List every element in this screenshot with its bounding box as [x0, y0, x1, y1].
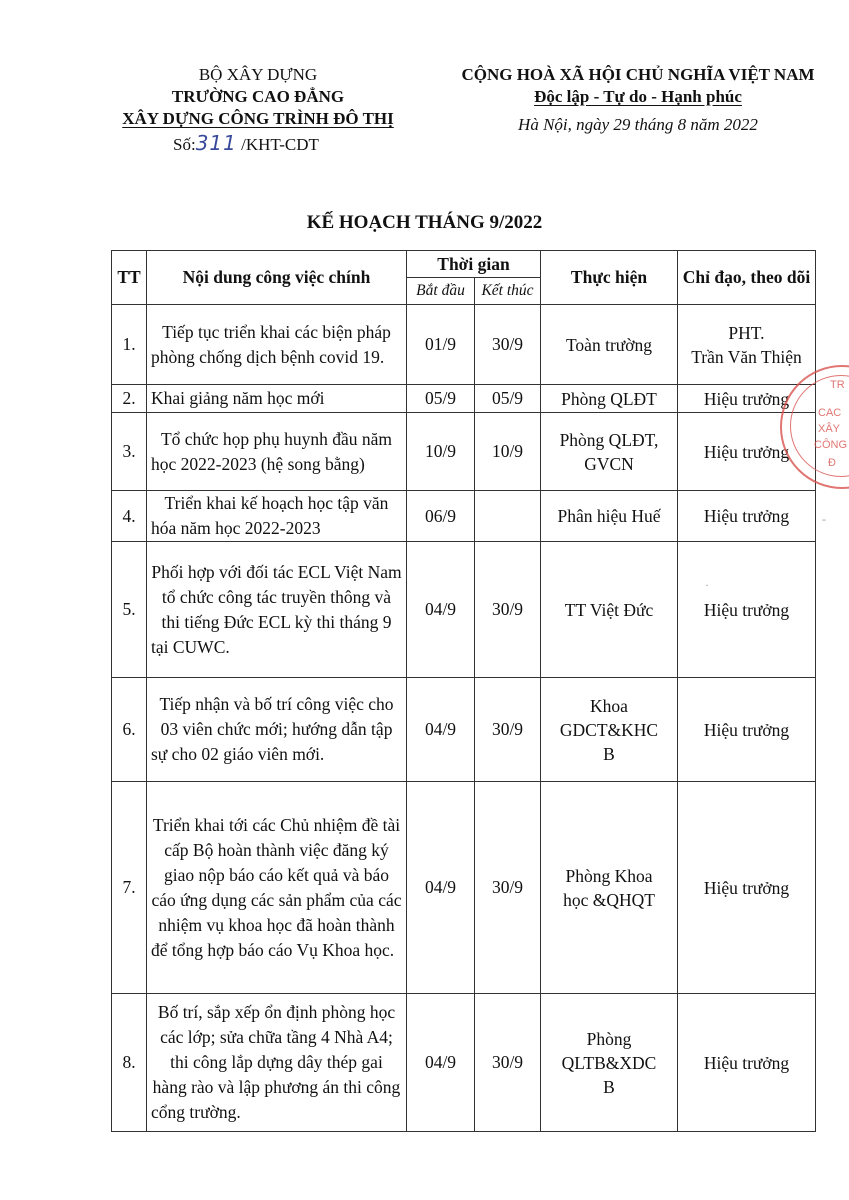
start-date: 01/9 [407, 305, 475, 385]
start-date: 04/9 [407, 994, 475, 1132]
start-date: 04/9 [407, 782, 475, 994]
table-row [112, 491, 816, 542]
executor: Phòng QLĐT, GVCN [541, 413, 678, 491]
seal-text: Đ [828, 457, 836, 469]
nation-name: CỘNG HOÀ XÃ HỘI CHỦ NGHĨA VIỆT NAM [461, 65, 815, 84]
start-date: 10/9 [407, 413, 475, 491]
task-content: Triển khai tới các Chủ nhiệm đề tài cấp Bộ hoàn thành việc đăng ký giao nộp báo cáo kết quả và báo cáo ứng dụng các sản phẩm của các nhiệm vụ khoa học đã hoàn thành để tổng hợp báo cáo Vụ Khoa học. [147, 782, 407, 994]
table-row [112, 385, 816, 413]
row-number: 3. [112, 413, 147, 491]
document-number [88, 132, 428, 156]
header-content: Nội dung công việc chính [147, 251, 407, 305]
table-row [112, 542, 816, 678]
supervisor: Hiệu trưởng [678, 385, 816, 413]
executor: TT Việt Đức [541, 542, 678, 678]
supervisor: Hiệu trưởng [678, 678, 816, 782]
ministry-name: BỘ XÂY DỰNG [198, 65, 318, 84]
doc-number-suffix: /KHT-CDT [241, 135, 319, 154]
seal-text: TR [830, 379, 845, 391]
task-content: Triển khai kế hoạch học tập văn hóa năm học 2022-2023 [147, 491, 407, 542]
document-title: KẾ HOẠCH THÁNG 9/2022 [306, 212, 543, 233]
end-date: 05/9 [475, 385, 541, 413]
end-date: 30/9 [475, 994, 541, 1132]
seal-text: CAC [818, 407, 842, 419]
task-content: Phối hợp với đối tác ECL Việt Nam tổ chức công tác truyền thông và thi tiếng Đức ECL kỳ thi tháng 9 tại CUWC. [147, 542, 407, 678]
row-number: 4. [112, 491, 147, 542]
row-number: 6. [112, 678, 147, 782]
supervisor: Hiệu trưởng [678, 994, 816, 1132]
table-row [112, 678, 816, 782]
end-date: 30/9 [475, 678, 541, 782]
task-content: Tổ chức họp phụ huynh đầu năm học 2022-2023 (hệ song bằng) [147, 413, 407, 491]
executor: Toàn trường [541, 305, 678, 385]
scan-dot: · [705, 578, 709, 592]
issuer-block [88, 64, 428, 156]
end-date: 10/9 [475, 413, 541, 491]
header-start: Bắt đầu [407, 278, 475, 305]
end-date: 30/9 [475, 305, 541, 385]
start-date: 06/9 [407, 491, 475, 542]
task-content: Khai giảng năm học mới [147, 385, 407, 413]
start-date: 05/9 [407, 385, 475, 413]
school-name-line1: TRƯỜNG CAO ĐẲNG [171, 87, 345, 106]
supervisor: Hiệu trưởng [678, 542, 816, 678]
table-row [112, 413, 816, 491]
executor: Phòng QLĐT [541, 385, 678, 413]
executor: Khoa GDCT&KHC B [541, 678, 678, 782]
scan-dash: - [822, 512, 826, 526]
end-date [475, 491, 541, 542]
header-executor: Thực hiện [541, 251, 678, 305]
place-date: Hà Nội, ngày 29 tháng 8 năm 2022 [518, 115, 758, 134]
seal-text: XÂY [818, 423, 841, 435]
header-time: Thời gian [407, 251, 541, 278]
plan-table [111, 250, 816, 1132]
school-name-line2: XÂY DỰNG CÔNG TRÌNH ĐÔ THỊ [122, 109, 394, 128]
table-row [112, 305, 816, 385]
header-end: Kết thúc [475, 278, 541, 305]
supervisor: Hiệu trưởng [678, 491, 816, 542]
executor: Phòng Khoa học &QHQT [541, 782, 678, 994]
row-number: 2. [112, 385, 147, 413]
task-content: Bố trí, sắp xếp ổn định phòng học các lớp; sửa chữa tầng 4 Nhà A4; thi công lắp dựng dây thép gai hàng rào và lập phương án thi công cổng trường. [147, 994, 407, 1132]
supervisor: PHT. Trần Văn Thiện [678, 305, 816, 385]
row-number: 1. [112, 305, 147, 385]
header-supervisor: Chỉ đạo, theo dõi [678, 251, 816, 305]
table-row [112, 994, 816, 1132]
header-tt: TT [112, 251, 147, 305]
task-content: Tiếp tục triển khai các biện pháp phòng chống dịch bệnh covid 19. [147, 305, 407, 385]
start-date: 04/9 [407, 542, 475, 678]
row-number: 5. [112, 542, 147, 678]
row-number: 7. [112, 782, 147, 994]
doc-number-prefix: Số: [173, 135, 196, 154]
doc-number-handwritten: 311 [195, 131, 237, 155]
start-date: 04/9 [407, 678, 475, 782]
table-row [112, 782, 816, 994]
task-content: Tiếp nhận và bố trí công việc cho 03 viên chức mới; hướng dẫn tập sự cho 02 giáo viên mới. [147, 678, 407, 782]
executor: Phân hiệu Huế [541, 491, 678, 542]
end-date: 30/9 [475, 782, 541, 994]
supervisor: Hiệu trưởng [678, 782, 816, 994]
end-date: 30/9 [475, 542, 541, 678]
seal-text: CÔNG [814, 439, 847, 451]
national-motto: Độc lập - Tự do - Hạnh phúc [534, 87, 742, 106]
national-header [428, 64, 848, 136]
supervisor: Hiệu trưởng [678, 413, 816, 491]
row-number: 8. [112, 994, 147, 1132]
executor: Phòng QLTB&XDC B [541, 994, 678, 1132]
